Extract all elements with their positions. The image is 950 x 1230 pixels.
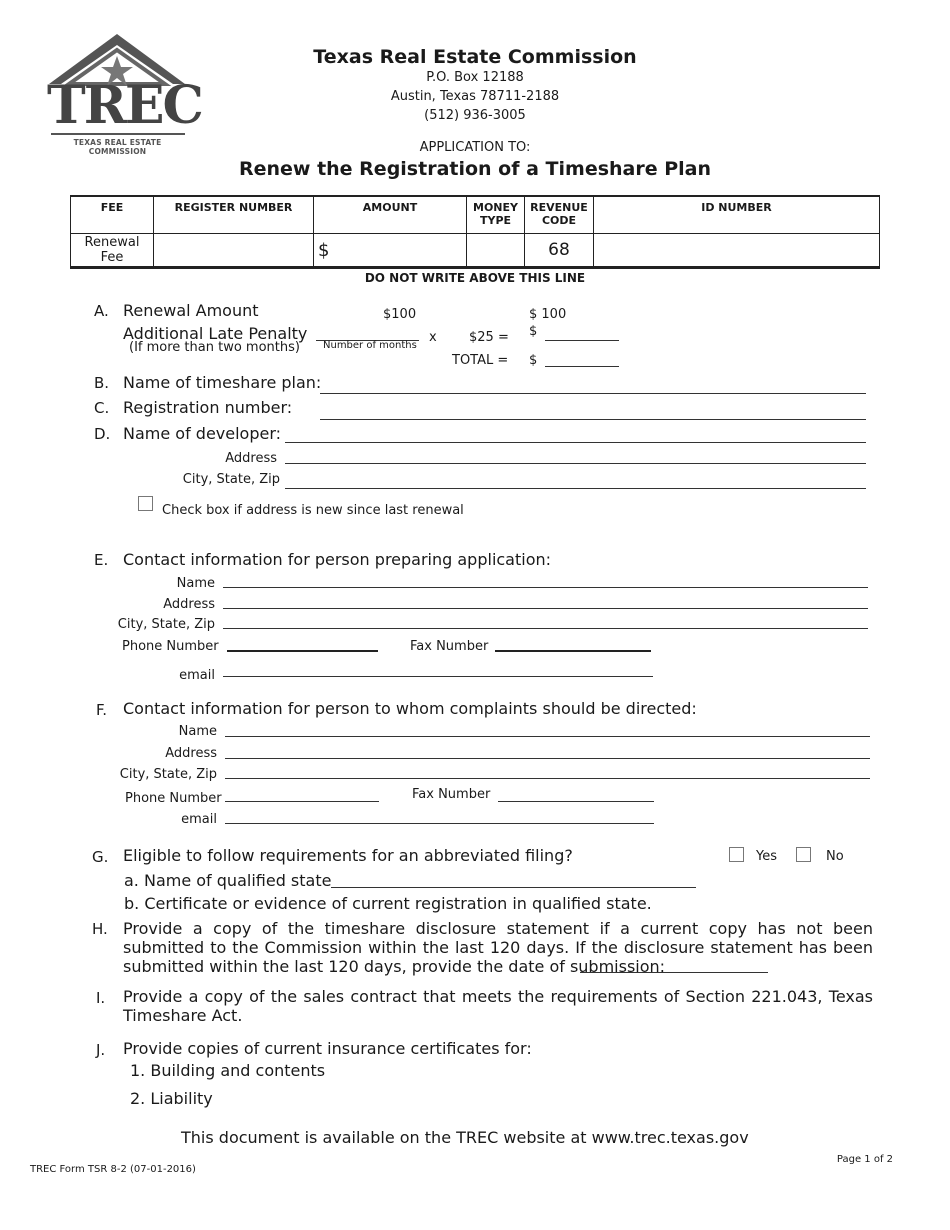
cell-amount[interactable]: $ [314,234,467,268]
po-box: P.O. Box 12188 [426,70,524,85]
complaints-city-input[interactable] [225,778,870,779]
form-id: TREC Form TSR 8-2 (07-01-2016) [30,1164,196,1175]
section-c-letter: C. [94,399,110,417]
disclosure-statement-text: Provide a copy of the timeshare disclosure statement if a current copy has not been submitted to the Commission within the last 120 days. If the disclosure statement has been submitted within the last 120 days, provide the date of submission: [123,919,873,976]
multiply-sign: x [429,330,437,345]
website-note: This document is available on the TREC website at www.trec.texas.gov [181,1128,749,1147]
new-address-checkbox-label: Check box if address is new since last renewal [162,503,464,518]
section-e-letter: E. [94,551,109,569]
section-f-letter: F. [96,701,107,719]
penalty-dollar: $ [529,324,538,339]
submission-date-input[interactable] [580,972,768,973]
header-revenue-code: REVENUE CODE [525,196,594,234]
renewal-amount-value: $100 [383,307,417,322]
late-penalty-label: Additional Late Penalty [123,324,308,343]
preparer-address-input[interactable] [223,608,868,609]
preparer-city-input[interactable] [223,628,868,629]
months-caption: Number of months [323,340,417,351]
timeshare-plan-label: Name of timeshare plan: [123,373,322,392]
renewal-amount-label: Renewal Amount [123,301,259,320]
yes-checkbox[interactable] [729,847,744,862]
preparer-phone-input[interactable] [227,650,378,652]
section-i-letter: I. [96,989,106,1007]
preparer-name-label: Name [176,576,215,591]
preparer-email-input[interactable] [223,676,653,677]
header-register-number: REGISTER NUMBER [154,196,314,234]
renewal-amount-total: $ 100 [529,307,567,322]
header-money-type: MONEY TYPE [467,196,525,234]
complaints-address-input[interactable] [225,758,870,759]
developer-name-label: Name of developer: [123,424,282,443]
complaints-email-label: email [181,812,217,827]
qualified-state-label: a. Name of qualified state [124,871,332,890]
agency-name: Texas Real Estate Commission [313,46,637,68]
preparer-name-input[interactable] [223,587,868,588]
registration-number-input[interactable] [320,419,866,420]
section-j-letter: J. [96,1041,106,1059]
total-dollar: $ [529,353,538,368]
section-a-letter: A. [94,302,109,320]
header-amount: AMOUNT [314,196,467,234]
fee-table-header [71,196,880,234]
late-penalty-note: (If more than two months) [129,340,300,355]
complaints-name-input[interactable] [225,736,870,737]
no-label: No [826,849,844,864]
certificate-evidence-text: b. Certificate or evidence of current registration in qualified state. [124,894,652,913]
insurance-text: Provide copies of current insurance certificates for: [123,1039,532,1058]
cell-revenue-code: 68 [525,234,594,268]
cell-fee: Renewal Fee [71,234,154,268]
complaints-email-input[interactable] [225,823,654,824]
fee-table-row [71,234,880,268]
trec-logo [45,32,202,156]
complaints-address-label: Address [165,746,217,761]
preparer-email-label: email [179,668,215,683]
section-g-letter: G. [92,848,109,866]
complaints-city-label: City, State, Zip [119,767,217,782]
timeshare-plan-input[interactable] [320,393,866,394]
total-label: TOTAL = [452,353,509,368]
preparer-section-label: Contact information for person preparing application: [123,550,552,569]
registration-number-label: Registration number: [123,398,293,417]
abbreviated-filing-label: Eligible to follow requirements for an abbreviated filing? [123,846,573,865]
page-number: Page 1 of 2 [836,1154,893,1165]
complaints-phone-label: Phone Number [125,791,222,806]
penalty-amount-input[interactable] [545,340,619,341]
application-to: APPLICATION TO: [419,140,531,155]
new-address-checkbox[interactable] [138,496,153,511]
section-b-letter: B. [94,374,110,392]
agency-city: Austin, Texas 78711-2188 [390,89,560,104]
form-title: Renew the Registration of a Timeshare Plan [238,158,712,180]
insurance-item-liability: 2. Liability [130,1089,213,1108]
cell-money-type[interactable] [467,234,525,268]
yes-label: Yes [756,849,777,864]
agency-phone: (512) 936-3005 [424,108,526,123]
logo-caption: TEXAS REAL ESTATE COMMISSION [73,138,162,156]
cell-register-number[interactable] [154,234,314,268]
sales-contract-text: Provide a copy of the sales contract that meets the requirements of Section 221.043, Texas Timeshare Act. [123,987,873,1025]
developer-address-label: Address [225,451,277,466]
cell-id-number[interactable] [594,234,880,268]
complaints-section-label: Contact information for person to whom complaints should be directed: [123,699,697,718]
preparer-fax-label: Fax Number [410,639,489,654]
preparer-phone-label: Phone Number [122,639,219,654]
header-fee: FEE [71,196,154,234]
complaints-fax-input[interactable] [498,801,654,802]
logo-mark: TREC [47,75,202,136]
insurance-item-building: 1. Building and contents [130,1061,326,1080]
complaints-fax-label: Fax Number [412,787,491,802]
preparer-address-label: Address [163,597,215,612]
header-id-number: ID NUMBER [594,196,880,234]
section-d-letter: D. [94,425,111,443]
developer-city-label: City, State, Zip [182,472,280,487]
preparer-city-label: City, State, Zip [117,617,215,632]
preparer-fax-input[interactable] [495,650,651,652]
complaints-name-label: Name [178,724,217,739]
fee-table [70,195,880,269]
developer-name-input[interactable] [285,442,866,443]
penalty-rate: $25 = [469,330,509,345]
no-checkbox[interactable] [796,847,811,862]
total-amount-input[interactable] [545,366,619,367]
complaints-phone-input[interactable] [225,801,379,802]
qualified-state-input[interactable] [331,887,696,888]
do-not-write-notice: DO NOT WRITE ABOVE THIS LINE [364,271,586,285]
developer-address-input[interactable] [285,463,866,464]
section-h-letter: H. [92,920,108,938]
developer-city-input[interactable] [285,488,866,489]
